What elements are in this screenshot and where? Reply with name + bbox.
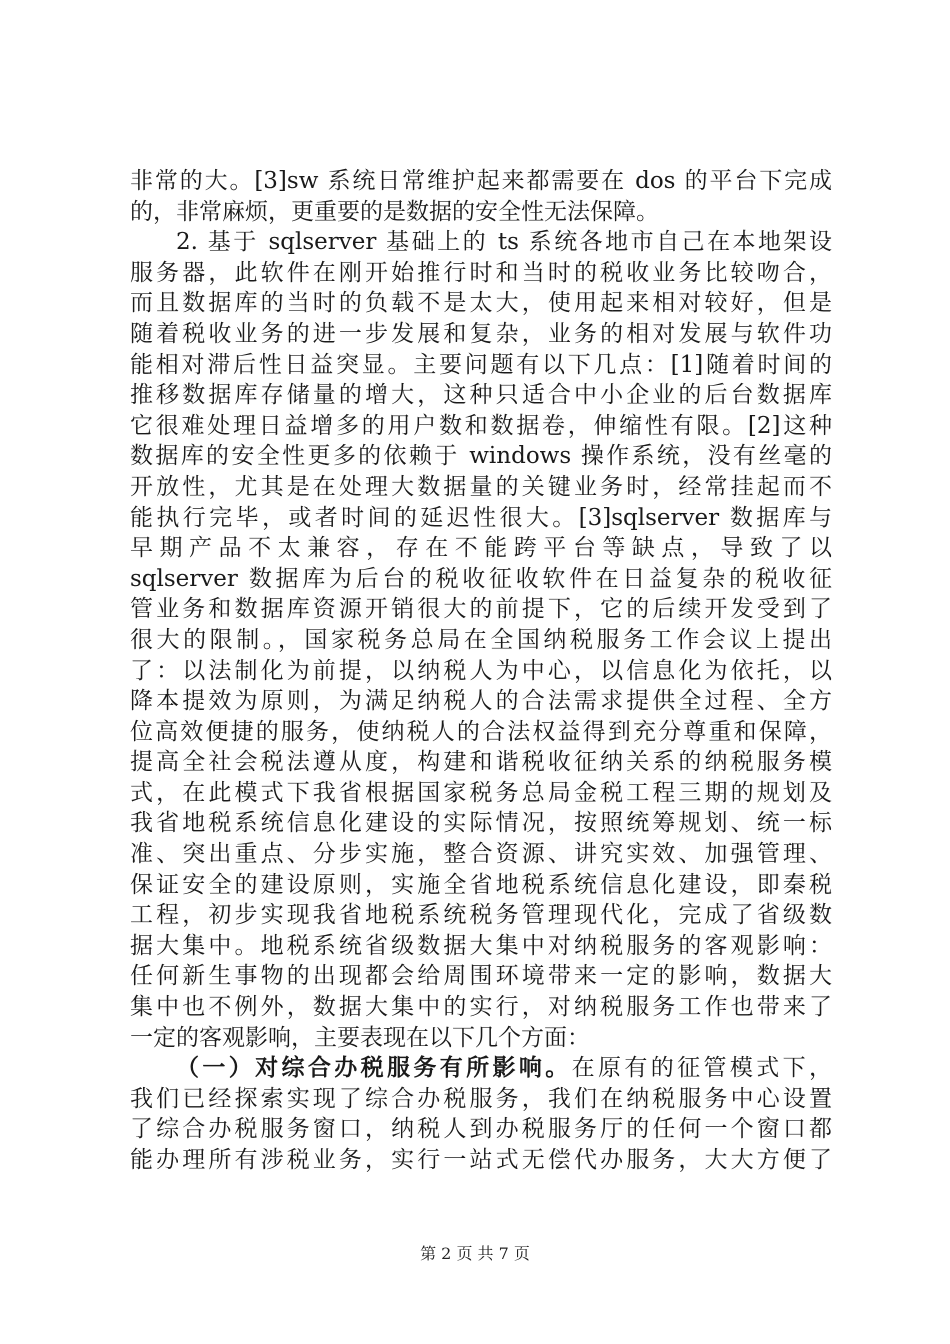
text-line: 2. 基于 sqlserver 基础上的 ts 系统各地市自己在本地架设 <box>176 229 832 256</box>
text-line: 随着税收业务的进一步发展和复杂，业务的相对发展与软件功 <box>130 320 832 347</box>
text-line: 能办理所有涉税业务，实行一站式无偿代办服务，大大方便了 <box>130 1147 832 1173</box>
text-line: 了综合办税服务窗口，纳税人到办税服务厅的任何一个窗口都 <box>130 1116 832 1143</box>
section-text: 在原有的征管模式下， <box>571 1055 832 1082</box>
text-line: 非常的大。[3]sw 系统日常维护起来都需要在 dos 的平台下完成 <box>130 168 832 194</box>
text-line: 推移数据库存储量的增大，这种只适合中小企业的后台数据库 <box>130 382 832 409</box>
text-line: 它很难处理日益增多的用户数和数据卷，伸缩性有限。[2]这种 <box>130 412 832 439</box>
text-line: 能执行完毕，或者时间的延迟性很大。[3]sqlserver 数据库与 <box>130 504 832 531</box>
text-line: 集中也不例外，数据大集中的实行，对纳税服务工作也带来了 <box>130 994 832 1021</box>
text-line: 位高效便捷的服务，使纳税人的合法权益得到充分尊重和保障， <box>130 718 832 745</box>
text-line: 准、突出重点、分步实施，整合资源、讲究实效、加强管理、 <box>130 841 832 868</box>
document-body <box>130 166 832 1176</box>
text-line: 管业务和数据库资源开销很大的前提下，它的后续开发受到了 <box>130 596 832 623</box>
page-number-footer: 第 2 页 共 7 页 <box>420 1244 530 1263</box>
text-line: 提高全社会税法遵从度，构建和谐税收征纳关系的纳税服务模 <box>130 749 832 776</box>
text-line: 一定的客观影响，主要表现在以下几个方面： <box>130 1024 590 1051</box>
text-line: 任何新生事物的出现都会给周围环境带来一定的影响，数据大 <box>130 963 832 990</box>
text-line: 数据库的安全性更多的依赖于 windows 操作系统，没有丝毫的 <box>130 443 832 470</box>
text-line: 能相对滞后性日益突显。主要问题有以下几点：[1]随着时间的 <box>130 351 832 378</box>
text-line: sqlserver 数据库为后台的税收征收软件在日益复杂的税收征 <box>130 565 832 592</box>
text-line: 很大的限制。，国家税务总局在全国纳税服务工作会议上提出 <box>130 626 832 653</box>
text-line: 了：以法制化为前提，以纳税人为中心，以信息化为依托，以 <box>130 657 832 684</box>
text-line: 早期产品不太兼容，存在不能跨平台等缺点，导致了以 <box>130 535 832 562</box>
text-line: 式，在此模式下我省根据国家税务总局金税工程三期的规划及 <box>130 779 832 806</box>
text-line: 服务器，此软件在刚开始推行时和当时的税收业务比较吻合， <box>130 259 832 286</box>
text-line: 降本提效为原则，为满足纳税人的合法需求提供全过程、全方 <box>130 688 832 715</box>
text-line: 工程，初步实现我省地税系统税务管理现代化，完成了省级数 <box>130 902 832 929</box>
text-line: 开放性，尤其是在处理大数据量的关键业务时，经常挂起而不 <box>130 473 832 500</box>
text-line: 而且数据库的当时的负载不是太大，使用起来相对较好，但是 <box>130 290 832 317</box>
text-line: 据大集中。地税系统省级数据大集中对纳税服务的客观影响： <box>130 932 832 959</box>
text-line: 保证安全的建设原则，实施全省地税系统信息化建设，即秦税 <box>130 871 832 898</box>
section-heading: （一）对综合办税服务有所影响。 <box>176 1055 572 1082</box>
text-line: 我省地税系统信息化建设的实际情况，按照统筹规划、统一标 <box>130 810 832 837</box>
text-line: 我们已经探索实现了综合办税服务，我们在纳税服务中心设置 <box>130 1085 832 1112</box>
text-line: 的，非常麻烦，更重要的是数据的安全性无法保障。 <box>130 198 659 225</box>
section-first-line <box>130 1053 832 1084</box>
